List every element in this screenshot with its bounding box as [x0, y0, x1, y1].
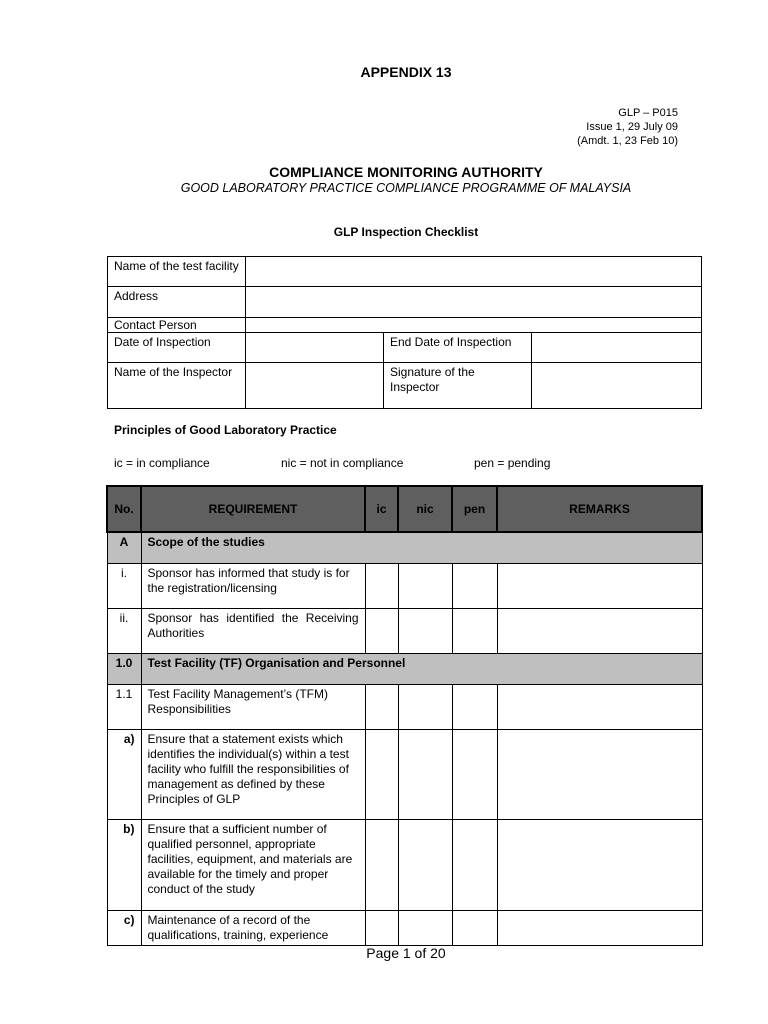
- table-row: [107, 729, 702, 819]
- issue-date: Issue 1, 29 July 09: [586, 121, 678, 133]
- header-no: No.: [107, 486, 141, 532]
- table-row: [107, 532, 702, 563]
- row-number: ii.: [107, 608, 141, 653]
- field-name-facility[interactable]: [246, 257, 702, 287]
- nic-cell[interactable]: [398, 910, 452, 945]
- requirements-table: [106, 485, 703, 946]
- table-row: [107, 653, 702, 684]
- requirement-text: Sponsor has identified the Receiving Authorities: [141, 608, 365, 653]
- field-date-inspection[interactable]: [246, 333, 384, 363]
- label-contact: Contact Person: [108, 318, 246, 333]
- ic-cell[interactable]: [365, 910, 398, 945]
- row-number: b): [107, 819, 141, 910]
- pen-cell[interactable]: [452, 729, 497, 819]
- label-inspector-name: Name of the Inspector: [108, 363, 246, 409]
- pen-cell[interactable]: [452, 684, 497, 729]
- nic-cell[interactable]: [398, 819, 452, 910]
- pen-cell[interactable]: [452, 563, 497, 608]
- header-requirement: REQUIREMENT: [141, 486, 365, 532]
- remarks-cell[interactable]: [497, 608, 702, 653]
- table-row: [107, 684, 702, 729]
- table-row: [107, 608, 702, 653]
- header-pen: pen: [452, 486, 497, 532]
- requirement-text: Test Facility Management’s (TFM) Responsibilities: [141, 684, 365, 729]
- label-date-inspection: Date of Inspection: [108, 333, 246, 363]
- section-title: Test Facility (TF) Organisation and Personnel: [141, 653, 702, 684]
- doc-code: GLP – P015: [618, 107, 678, 119]
- programme-subtitle: GOOD LABORATORY PRACTICE COMPLIANCE PROGRAMME OF MALAYSIA: [180, 181, 632, 195]
- info-table: [107, 256, 702, 409]
- row-number: A: [107, 532, 141, 563]
- remarks-cell[interactable]: [497, 910, 702, 945]
- requirement-text: Sponsor has informed that study is for the registration/licensing: [141, 563, 365, 608]
- table-row: [107, 910, 702, 945]
- field-inspector-signature[interactable]: [532, 363, 702, 409]
- legend-nic: nic = not in compliance: [281, 456, 404, 470]
- ic-cell[interactable]: [365, 819, 398, 910]
- label-address: Address: [108, 287, 246, 318]
- appendix-title: APPENDIX 13: [360, 64, 452, 80]
- nic-cell[interactable]: [398, 563, 452, 608]
- field-end-date[interactable]: [532, 333, 702, 363]
- ic-cell[interactable]: [365, 684, 398, 729]
- checklist-title: GLP Inspection Checklist: [333, 225, 479, 239]
- ic-cell[interactable]: [365, 608, 398, 653]
- requirement-text: Ensure that a statement exists which identifies the individual(s) within a test facility who fulfill the responsibilities of management as defined by these Principles of GLP: [141, 729, 365, 819]
- pen-cell[interactable]: [452, 910, 497, 945]
- header-ic: ic: [365, 486, 398, 532]
- table-row: [107, 819, 702, 910]
- page-number: Page 1 of 20: [366, 945, 446, 961]
- header-remarks: REMARKS: [497, 486, 702, 532]
- remarks-cell[interactable]: [497, 684, 702, 729]
- field-inspector-name[interactable]: [246, 363, 384, 409]
- ic-cell[interactable]: [365, 563, 398, 608]
- label-name-facility: Name of the test facility: [108, 257, 246, 287]
- row-number: 1.1: [107, 684, 141, 729]
- header-nic: nic: [398, 486, 452, 532]
- field-address[interactable]: [246, 287, 702, 318]
- remarks-cell[interactable]: [497, 819, 702, 910]
- principles-heading: Principles of Good Laboratory Practice: [114, 423, 337, 437]
- authority-title: COMPLIANCE MONITORING AUTHORITY: [269, 164, 543, 180]
- nic-cell[interactable]: [398, 684, 452, 729]
- nic-cell[interactable]: [398, 608, 452, 653]
- legend-ic: ic = in compliance: [114, 456, 210, 470]
- ic-cell[interactable]: [365, 729, 398, 819]
- requirement-text: Ensure that a sufficient number of qualified personnel, appropriate facilities, equipment, and materials are available for the timely and proper conduct of the study: [141, 819, 365, 910]
- label-inspector-signature: Signature of the Inspector: [384, 363, 532, 409]
- section-title: Scope of the studies: [141, 532, 702, 563]
- pen-cell[interactable]: [452, 819, 497, 910]
- row-number: c): [107, 910, 141, 945]
- row-number: 1.0: [107, 653, 141, 684]
- legend-pen: pen = pending: [474, 456, 551, 470]
- amendment-date: (Amdt. 1, 23 Feb 10): [577, 135, 678, 147]
- label-end-date: End Date of Inspection: [384, 333, 532, 363]
- row-number: a): [107, 729, 141, 819]
- table-row: [107, 563, 702, 608]
- remarks-cell[interactable]: [497, 729, 702, 819]
- field-contact[interactable]: [246, 318, 702, 333]
- row-number: i.: [107, 563, 141, 608]
- remarks-cell[interactable]: [497, 563, 702, 608]
- pen-cell[interactable]: [452, 608, 497, 653]
- nic-cell[interactable]: [398, 729, 452, 819]
- requirement-text: Maintenance of a record of the qualifications, training, experience: [141, 910, 365, 945]
